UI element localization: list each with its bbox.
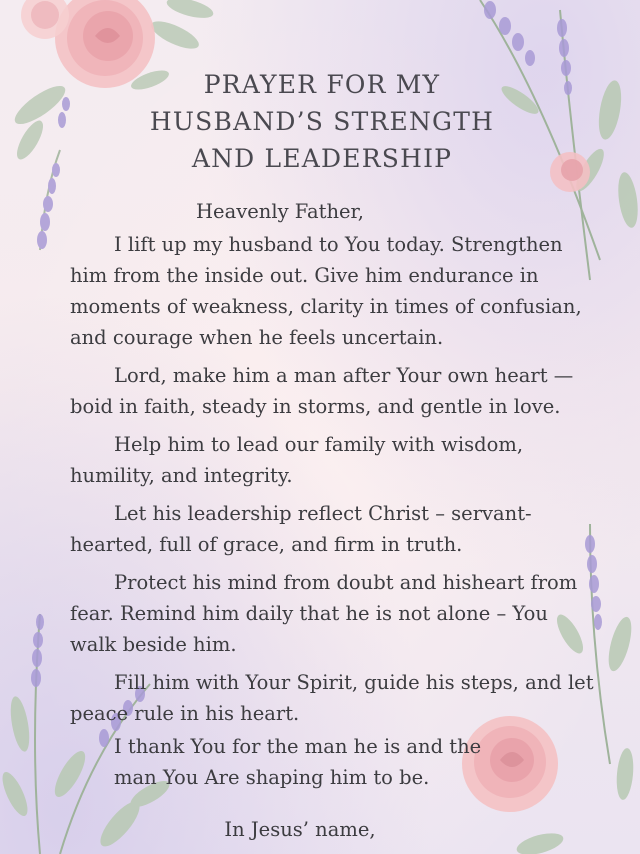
title-line-2: HUSBAND’S STRENGTH <box>149 107 495 136</box>
prayer-paragraph-5: Protect his mind from doubt and hisheart from fear. Remind him daily that he is not alone – You walk beside him. <box>70 571 578 656</box>
title-line-3: AND LEADERSHIP <box>191 144 453 173</box>
prayer-paragraph-6: Fill him with Your Spirit, guide his steps, and let peace rule in his heart. <box>70 671 594 725</box>
title-line-1: PRAYER FOR MY <box>203 70 441 99</box>
prayer-paragraph-2: Lord, make him a man after Your own heart — boid in faith, steady in storms, and gentle in love. <box>70 364 574 418</box>
prayer-paragraph-3: Help him to lead our family with wisdom, humility, and integrity. <box>70 433 524 487</box>
salutation: Heavenly Father, <box>196 200 364 223</box>
prayer-body <box>70 196 600 793</box>
prayer-paragraph-7: I thank You for the man he is and the man You Are shaping him to be. <box>114 735 482 789</box>
pink-rose-icon <box>550 152 590 192</box>
prayer-paragraph-4: Let his leadership reflect Christ – servant-hearted, full of grace, and firm in truth. <box>70 502 532 556</box>
closing-text: In Jesus’ name, <box>224 818 376 841</box>
prayer-title <box>100 66 544 177</box>
prayer-paragraph-1: I lift up my husband to You today. Strengthen him from the inside out. Give him endurance in moments of weakness, clarity in times of confusian, and courage when he feels uncertain. <box>70 233 582 349</box>
closing-line <box>0 818 640 841</box>
lavender-sprig-icon <box>37 97 70 250</box>
